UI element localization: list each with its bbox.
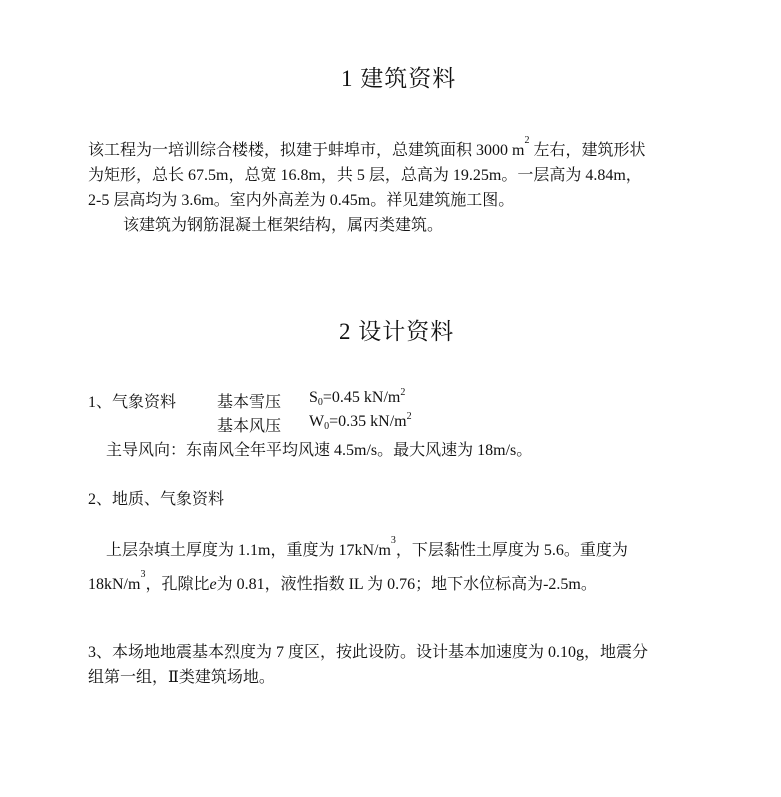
section1-para1-line2: 为矩形，总长 67.5m，总宽 16.8m，共 5 层，总高为 19.25m。一层高为 4.84m， (88, 167, 642, 184)
text: =0.35 kN/m (329, 413, 407, 430)
snow-load-value (309, 389, 405, 407)
superscript: 2 (524, 135, 530, 146)
wind-load-label: 基本风压 (217, 418, 282, 435)
text: ，下层黏性土厚度为 5.6。重度为 (395, 542, 628, 559)
subscript: 0 (324, 421, 330, 432)
text: S (309, 389, 318, 406)
item3-line1: 3、本场地地震基本烈度为 7 度区，按此设防。设计基本加速度为 0.10g，地震分 (88, 644, 649, 661)
text: 18kN/m (88, 576, 141, 593)
text: 左右，建筑形状 (529, 142, 646, 159)
item2-line2 (88, 571, 597, 594)
superscript: 2 (406, 411, 412, 422)
section1-para1-line1 (88, 137, 645, 160)
section2-title: 2 设计资料 (339, 319, 455, 344)
item1-label: 1、气象资料 (88, 394, 177, 411)
section1-para2: 该建筑为钢筋混凝土框架结构，属丙类建筑。 (123, 217, 444, 234)
italic-symbol: e (209, 576, 217, 593)
text: 上层杂填土厚度为 1.1m，重度为 17kN/m (106, 542, 391, 559)
text: ，孔隙比 (145, 576, 210, 593)
main-wind-direction: 主导风向：东南风全年平均风速 4.5m/s。最大风速为 18m/s。 (106, 442, 533, 459)
section1-para1-line3: 2-5 层高均为 3.6m。室内外高差为 0.45m。祥见建筑施工图。 (88, 192, 515, 209)
item2-label: 2、地质、气象资料 (88, 491, 225, 508)
snow-load-label: 基本雪压 (217, 394, 282, 411)
superscript: 3 (140, 569, 146, 580)
wind-load-value (309, 413, 412, 431)
subscript: 0 (317, 397, 323, 408)
superscript: 2 (400, 387, 406, 398)
section1-title: 1 建筑资料 (341, 66, 457, 91)
text: W (309, 413, 325, 430)
text: 该工程为一培训综合楼楼，拟建于蚌埠市，总建筑面积 3000 m (88, 142, 525, 159)
item3-line2: 组第一组，Ⅱ类建筑场地。 (88, 669, 275, 686)
item2-line1 (106, 537, 628, 560)
superscript: 3 (390, 535, 396, 546)
text: =0.45 kN/m (322, 389, 401, 406)
text: 为 0.81，液性指数 IL 为 0.76；地下水位标高为-2.5m。 (216, 576, 597, 593)
